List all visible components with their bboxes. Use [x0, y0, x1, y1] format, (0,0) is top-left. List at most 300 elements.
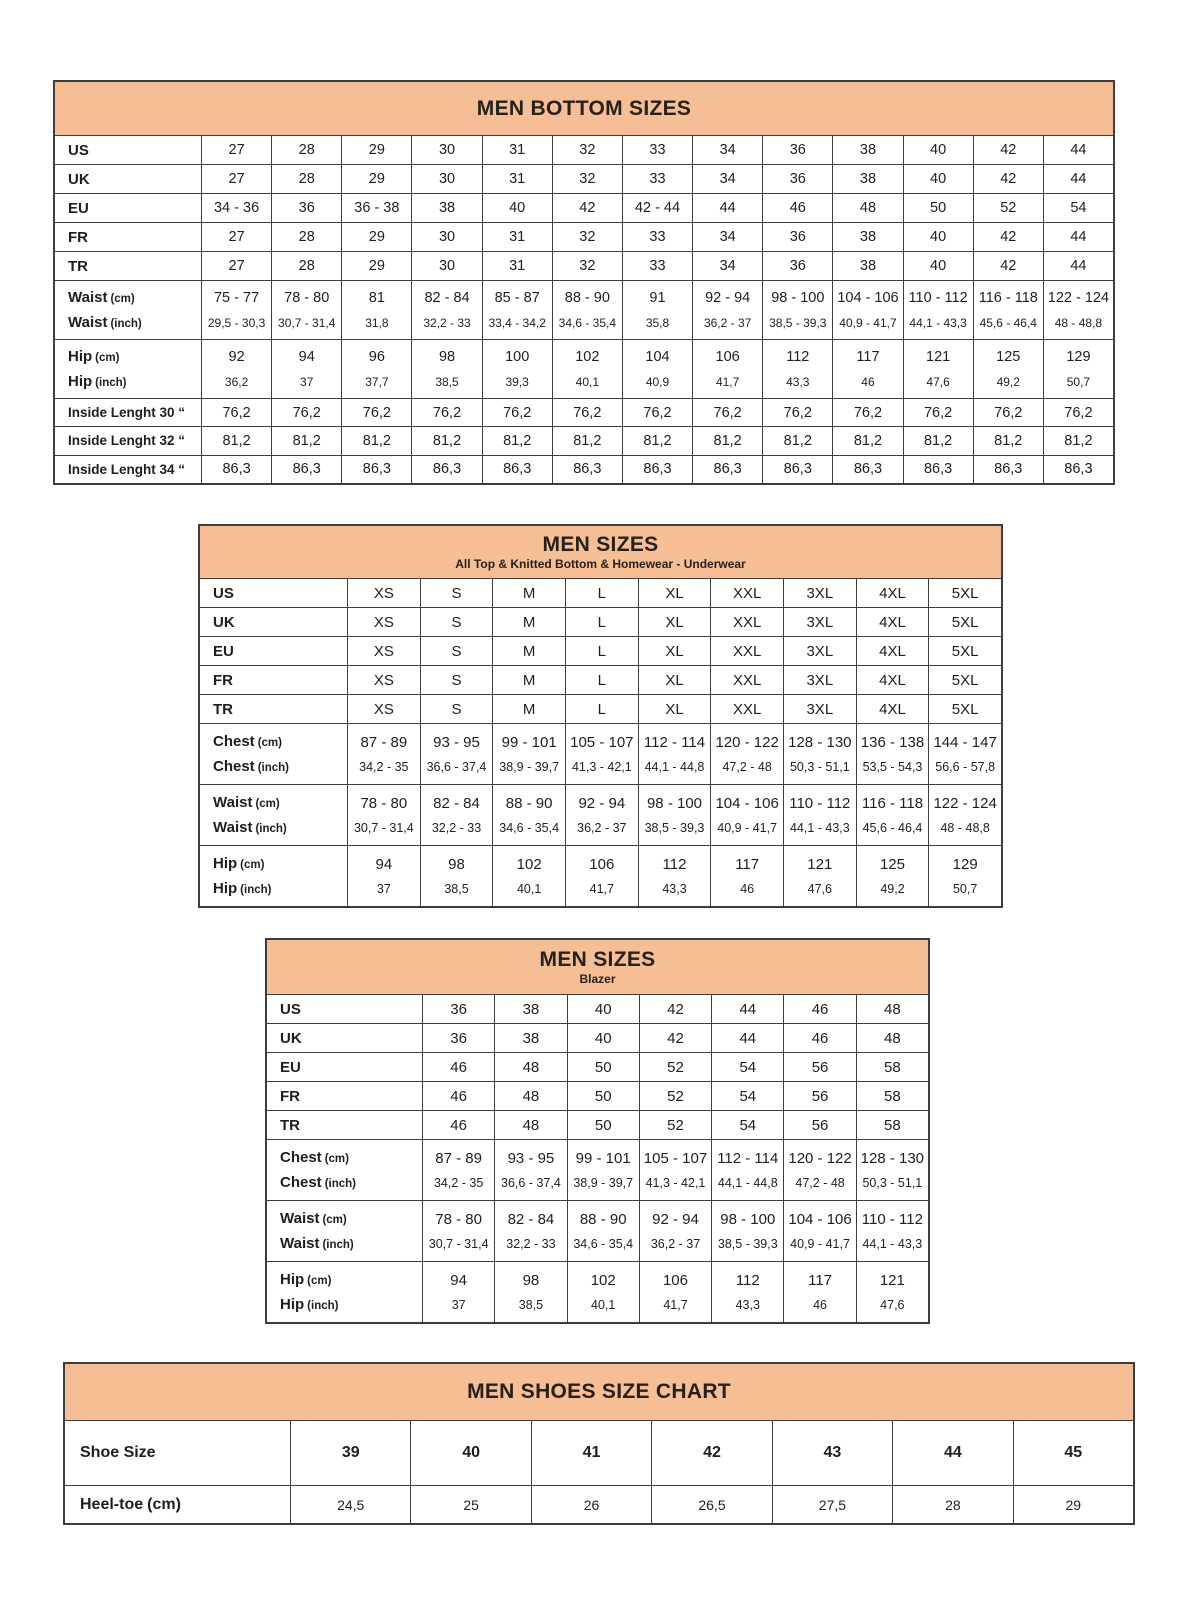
table-title: MEN SIZES [539, 947, 656, 971]
table-cell [201, 281, 271, 339]
table-cell: 54 [711, 1053, 783, 1081]
table-cell: 3XL [783, 666, 856, 694]
table-cell: 48 [494, 1111, 566, 1139]
table-cell: 81,2 [411, 427, 481, 454]
cell-value-inch: 30,7 - 31,4 [278, 315, 336, 330]
cell-value-inch: 50,7 [1066, 374, 1091, 389]
cell-value-inch: 43,3 [662, 882, 687, 897]
row-label: Hip [213, 880, 238, 898]
cell-value-inch: 38,9 - 39,7 [499, 760, 560, 775]
table-cell [347, 846, 420, 906]
table-row [55, 193, 1113, 222]
table-cell [638, 724, 711, 784]
table-row [200, 636, 1001, 665]
row-label: Waist [280, 1209, 320, 1227]
table-cell: 76,2 [903, 399, 973, 426]
table-cell: 44 [892, 1421, 1012, 1485]
table-cell: 38 [832, 223, 902, 251]
table-row [267, 1081, 928, 1110]
row-label-cell [55, 194, 201, 222]
table-row [267, 1110, 928, 1139]
table-cell: 36 [762, 136, 832, 164]
table-cell: 52 [639, 1082, 711, 1110]
cell-value-inch: 48 - 48,8 [940, 821, 990, 836]
table-cell: 27 [201, 165, 271, 193]
table-cell: 44 [1043, 223, 1113, 251]
row-label: Hip [280, 1270, 305, 1288]
cell-value-cm: 116 - 118 [978, 290, 1038, 307]
cell-value-inch: 41,7 [715, 374, 740, 389]
table-cell [552, 340, 622, 398]
table-cell: 29 [341, 136, 411, 164]
cell-value-inch: 40,1 [516, 882, 542, 897]
row-label-cell [200, 666, 347, 694]
cell-value-inch: 32,2 - 33 [431, 821, 482, 836]
cell-value-inch: 36,2 - 37 [703, 315, 752, 330]
table-cell [856, 785, 929, 845]
row-label-unit: (inch) [240, 884, 272, 897]
cell-value-inch: 47,6 [807, 882, 832, 897]
row-label-cell [55, 427, 201, 454]
table-cell: 86,3 [832, 456, 902, 483]
table-cell: XXL [710, 666, 783, 694]
row-label: TR [280, 1116, 300, 1134]
table-row [55, 280, 1113, 339]
cell-value-cm: 99 - 101 [501, 733, 557, 751]
cell-value-inch: 43,3 [786, 374, 810, 389]
table-cell: 38 [494, 995, 566, 1023]
table-title: MEN BOTTOM SIZES [476, 96, 692, 120]
table-cell: 38 [494, 1024, 566, 1052]
table-cell: 44 [1043, 252, 1113, 280]
table-cell: 46 [422, 1082, 494, 1110]
table-cell: 40 [903, 252, 973, 280]
table-cell: 3XL [783, 695, 856, 723]
table-row [55, 455, 1113, 483]
table-row [267, 1261, 928, 1322]
table-cell: M [492, 579, 565, 607]
table-cell: 52 [639, 1111, 711, 1139]
table-cell: 27 [201, 252, 271, 280]
table-cell [856, 724, 929, 784]
row-label-cell [55, 281, 201, 339]
table-cell: 76,2 [552, 399, 622, 426]
table-cell: S [420, 695, 493, 723]
table-cell [711, 1201, 783, 1261]
row-label: Chest [280, 1148, 322, 1166]
table-header [55, 82, 1113, 135]
table-cell: 36 [271, 194, 341, 222]
cell-value-cm: 98 [438, 349, 456, 366]
cell-value-inch: 39,3 [505, 374, 529, 389]
table-cell: 56 [783, 1053, 855, 1081]
table-cell: 58 [856, 1111, 928, 1139]
cell-value-cm: 105 - 107 [643, 1149, 708, 1167]
row-label-unit: (cm) [257, 736, 282, 749]
cell-value-cm: 92 - 94 [578, 794, 626, 812]
table-cell [341, 281, 411, 339]
table-cell: 50 [567, 1111, 639, 1139]
table-cell: 33 [622, 252, 692, 280]
cell-value-inch: 36,2 - 37 [650, 1237, 701, 1252]
table-cell: 42 [552, 194, 622, 222]
row-label-unit: (cm) [322, 1213, 347, 1226]
table-cell: 30 [411, 165, 481, 193]
row-label: Waist [280, 1235, 320, 1253]
table-cell: 46 [762, 194, 832, 222]
table-cell: 36 [762, 165, 832, 193]
table-cell: 40 [482, 194, 552, 222]
row-label: EU [280, 1058, 301, 1076]
table-cell: 81,2 [832, 427, 902, 454]
cell-value-cm: 93 - 95 [507, 1149, 555, 1167]
table-cell: 86,3 [1043, 456, 1113, 483]
table-title: MEN SHOES SIZE CHART [467, 1380, 731, 1404]
table-cell: L [565, 637, 638, 665]
table-cell: 52 [973, 194, 1043, 222]
table-cell: 81,2 [762, 427, 832, 454]
table-header [65, 1364, 1133, 1420]
row-label-cell [267, 1201, 422, 1261]
cell-value-inch: 36,6 - 37,4 [426, 760, 487, 775]
table-header [267, 940, 928, 994]
table-cell: 36 [762, 223, 832, 251]
table-cell [420, 846, 493, 906]
cell-value-inch: 49,2 [996, 374, 1020, 389]
table-cell: 36 [422, 1024, 494, 1052]
cell-value-inch: 38,5 [518, 1298, 544, 1313]
row-label-unit: (inch) [110, 318, 142, 330]
table-cell: 81,2 [201, 427, 271, 454]
cell-value-cm: 98 - 100 [771, 290, 825, 307]
cell-value-inch: 35,8 [645, 315, 670, 330]
table-cell [565, 846, 638, 906]
table-cell [856, 1262, 928, 1322]
table-cell [783, 1140, 855, 1200]
row-label-unit: (inch) [307, 1300, 339, 1313]
cell-value-cm: 94 [450, 1271, 467, 1289]
cell-value-inch: 38,5 [435, 374, 459, 389]
table-cell [622, 340, 692, 398]
row-label: Hip [68, 373, 93, 390]
cell-value-cm: 82 - 84 [433, 794, 480, 812]
cell-value-inch: 46 [861, 374, 875, 389]
table-cell: 34 [692, 136, 762, 164]
cell-value-inch: 50,7 [952, 882, 978, 897]
table-cell [856, 1201, 928, 1261]
cell-value-cm: 117 [856, 349, 880, 366]
table-cell: 48 [856, 995, 928, 1023]
table-cell [494, 1201, 566, 1261]
table-cell: 38 [832, 252, 902, 280]
row-label: Inside Lenght 32 “ [68, 433, 186, 449]
table-cell: 38 [832, 165, 902, 193]
cell-value-inch: 48 - 48,8 [1054, 315, 1103, 330]
table-cell: XXL [710, 608, 783, 636]
table-cell [341, 340, 411, 398]
table-row [200, 723, 1001, 784]
table-cell: 48 [832, 194, 902, 222]
cell-value-cm: 104 - 106 [837, 290, 899, 307]
table-row [200, 578, 1001, 607]
table-cell: 40 [903, 223, 973, 251]
table-cell: 32 [552, 136, 622, 164]
table-cell: S [420, 637, 493, 665]
table-row [200, 845, 1001, 906]
table-cell: 28 [271, 136, 341, 164]
table-cell: 46 [422, 1111, 494, 1139]
table-cell: 86,3 [622, 456, 692, 483]
row-label: FR [213, 671, 233, 689]
table-cell: 30 [411, 136, 481, 164]
table-cell: 36 [422, 995, 494, 1023]
table-cell: 38 [411, 194, 481, 222]
row-label-cell [55, 252, 201, 280]
table-cell [783, 1201, 855, 1261]
row-label: Waist [213, 793, 253, 811]
cell-value-cm: 106 [715, 349, 740, 366]
table-cell: XL [638, 579, 711, 607]
table-cell [422, 1201, 494, 1261]
table-cell: 29 [341, 252, 411, 280]
table-cell: 86,3 [692, 456, 762, 483]
cell-value-cm: 136 - 138 [860, 733, 925, 751]
table-cell: 45 [1013, 1421, 1133, 1485]
men-bottom-sizes-table [53, 80, 1115, 485]
table-cell: 76,2 [482, 399, 552, 426]
table-cell: 43 [772, 1421, 892, 1485]
cell-value-inch: 33,4 - 34,2 [488, 315, 546, 330]
table-cell: 76,2 [271, 399, 341, 426]
table-cell: XS [347, 579, 420, 607]
table-cell: 32 [552, 252, 622, 280]
row-label: TR [213, 700, 233, 718]
table-cell: 46 [422, 1053, 494, 1081]
men-sizes-blazer-table [265, 938, 930, 1324]
table-cell: XS [347, 666, 420, 694]
cell-value-cm: 122 - 124 [1047, 290, 1110, 307]
cell-value-inch: 50,3 - 51,1 [789, 760, 850, 775]
table-cell: 29 [341, 165, 411, 193]
cell-value-cm: 87 - 89 [360, 733, 408, 751]
cell-value-cm: 121 [807, 855, 833, 873]
cell-value-inch: 29,5 - 30,3 [207, 315, 266, 330]
table-cell: 86,3 [762, 456, 832, 483]
cell-value-inch: 40,9 - 41,7 [839, 315, 897, 330]
row-label-cell [200, 579, 347, 607]
row-label-unit: (cm) [240, 858, 265, 871]
table-cell [482, 281, 552, 339]
table-subtitle: All Top & Knitted Bottom & Homewear - Underwear [455, 557, 746, 572]
table-row [200, 607, 1001, 636]
table-cell: 81,2 [482, 427, 552, 454]
table-cell: 81,2 [271, 427, 341, 454]
cell-value-inch: 37 [451, 1298, 466, 1313]
cell-value-cm: 96 [368, 349, 385, 366]
cell-value-cm: 128 - 130 [788, 733, 852, 751]
table-row [55, 251, 1113, 280]
cell-value-cm: 82 - 84 [424, 290, 470, 307]
table-cell: 81,2 [622, 427, 692, 454]
men-shoes-size-chart-table [63, 1362, 1135, 1525]
table-cell: XS [347, 695, 420, 723]
table-body [200, 578, 1001, 906]
row-label: Waist [68, 314, 108, 331]
table-cell: 34 [692, 165, 762, 193]
table-cell: 42 [651, 1421, 771, 1485]
cell-value-inch: 44,1 - 43,3 [789, 821, 850, 836]
table-cell: 31 [482, 223, 552, 251]
table-cell: 29 [1013, 1486, 1133, 1523]
table-cell: 30 [411, 223, 481, 251]
table-cell: 86,3 [411, 456, 481, 483]
table-cell: 25 [410, 1486, 530, 1523]
row-label-cell [267, 995, 422, 1023]
table-cell: 54 [711, 1111, 783, 1139]
table-cell: 34 [692, 252, 762, 280]
row-label-cell [200, 724, 347, 784]
table-cell: 48 [494, 1082, 566, 1110]
cell-value-inch: 36,6 - 37,4 [501, 1176, 561, 1191]
table-cell: 44 [692, 194, 762, 222]
cell-value-cm: 106 [662, 1271, 688, 1289]
table-cell: 76,2 [201, 399, 271, 426]
table-cell: 42 [973, 165, 1043, 193]
table-title: MEN SIZES [542, 532, 659, 556]
table-cell [482, 340, 552, 398]
row-label: Hip [280, 1296, 305, 1314]
cell-value-cm: 120 - 122 [715, 733, 779, 751]
cell-value-cm: 129 [1066, 349, 1091, 366]
row-label-cell [267, 1111, 422, 1139]
table-cell: XL [638, 637, 711, 665]
table-row [55, 164, 1113, 193]
cell-value-cm: 92 - 94 [652, 1210, 699, 1228]
table-cell: 40 [903, 136, 973, 164]
cell-value-inch: 47,2 - 48 [795, 1176, 845, 1191]
row-label-cell [65, 1421, 290, 1485]
cell-value-inch: 49,2 [880, 882, 905, 897]
table-cell: 28 [271, 223, 341, 251]
table-row [267, 1139, 928, 1200]
table-cell: 58 [856, 1082, 928, 1110]
table-cell: 81,2 [903, 427, 973, 454]
row-label-cell [200, 608, 347, 636]
table-cell: 34 - 36 [201, 194, 271, 222]
cell-value-cm: 117 [808, 1271, 833, 1289]
cell-value-inch: 34,2 - 35 [359, 760, 409, 775]
table-cell [928, 785, 1001, 845]
table-cell: 4XL [856, 579, 929, 607]
table-cell: 36 [762, 252, 832, 280]
table-cell: 52 [639, 1053, 711, 1081]
cell-value-cm: 129 [952, 855, 978, 873]
cell-value-inch: 32,2 - 33 [506, 1237, 556, 1252]
row-label: TR [68, 257, 88, 275]
table-cell: 4XL [856, 637, 929, 665]
table-cell [973, 340, 1043, 398]
cell-value-cm: 102 [516, 855, 542, 873]
row-label-cell [267, 1140, 422, 1200]
row-label: FR [68, 228, 88, 246]
cell-value-inch: 40,9 - 41,7 [790, 1237, 850, 1252]
cell-value-inch: 50,3 - 51,1 [862, 1176, 923, 1191]
table-cell: 26 [531, 1486, 651, 1523]
table-cell: L [565, 695, 638, 723]
cell-value-cm: 106 [589, 855, 615, 873]
table-cell [692, 340, 762, 398]
table-cell: 42 - 44 [622, 194, 692, 222]
cell-value-cm: 98 [522, 1271, 540, 1289]
row-label: Chest [213, 758, 255, 776]
cell-value-inch: 37,7 [365, 374, 389, 389]
table-cell [565, 785, 638, 845]
row-label-cell [200, 695, 347, 723]
cell-value-inch: 34,6 - 35,4 [573, 1237, 634, 1252]
row-label-cell [65, 1486, 290, 1523]
table-cell: XS [347, 608, 420, 636]
table-cell: 4XL [856, 666, 929, 694]
table-cell: 76,2 [832, 399, 902, 426]
table-cell [762, 281, 832, 339]
row-label-cell [267, 1024, 422, 1052]
table-cell [411, 340, 481, 398]
table-cell: 46 [783, 1024, 855, 1052]
cell-value-inch: 40,1 [591, 1298, 616, 1313]
table-cell: 42 [973, 223, 1043, 251]
table-cell: 44 [1043, 165, 1113, 193]
table-cell: 86,3 [201, 456, 271, 483]
table-cell: 76,2 [973, 399, 1043, 426]
row-label-unit: (inch) [257, 762, 289, 775]
row-label: Hip [68, 348, 93, 365]
table-cell [783, 1262, 855, 1322]
cell-value-inch: 31,8 [365, 315, 389, 330]
cell-value-cm: 98 - 100 [720, 1210, 776, 1228]
cell-value-cm: 112 - 114 [643, 733, 706, 751]
table-cell: 56 [783, 1082, 855, 1110]
table-cell: 4XL [856, 608, 929, 636]
table-cell: 86,3 [482, 456, 552, 483]
table-cell: 27,5 [772, 1486, 892, 1523]
table-cell: L [565, 579, 638, 607]
cell-value-cm: 94 [375, 855, 393, 873]
table-cell: 76,2 [341, 399, 411, 426]
cell-value-cm: 112 [735, 1271, 760, 1289]
cell-value-inch: 44,1 - 44,8 [717, 1176, 778, 1191]
table-cell: 30 [411, 252, 481, 280]
table-cell: 34 [692, 223, 762, 251]
cell-value-inch: 38,5 - 39,3 [769, 315, 827, 330]
table-cell [347, 785, 420, 845]
cell-value-inch: 40,9 [645, 374, 670, 389]
row-label-unit: (cm) [255, 797, 280, 810]
table-cell: 40 [903, 165, 973, 193]
table-cell [639, 1201, 711, 1261]
table-cell: 86,3 [903, 456, 973, 483]
cell-value-cm: 112 - 114 [717, 1149, 779, 1167]
table-row [200, 665, 1001, 694]
row-label: Chest [213, 732, 255, 750]
cell-value-inch: 44,1 - 43,3 [862, 1237, 923, 1252]
cell-value-cm: 75 - 77 [213, 290, 260, 307]
table-cell: 44 [711, 995, 783, 1023]
table-cell: 33 [622, 223, 692, 251]
cell-value-cm: 104 [645, 349, 670, 366]
cell-value-cm: 100 [505, 349, 530, 366]
table-row [55, 339, 1113, 398]
table-cell [552, 281, 622, 339]
